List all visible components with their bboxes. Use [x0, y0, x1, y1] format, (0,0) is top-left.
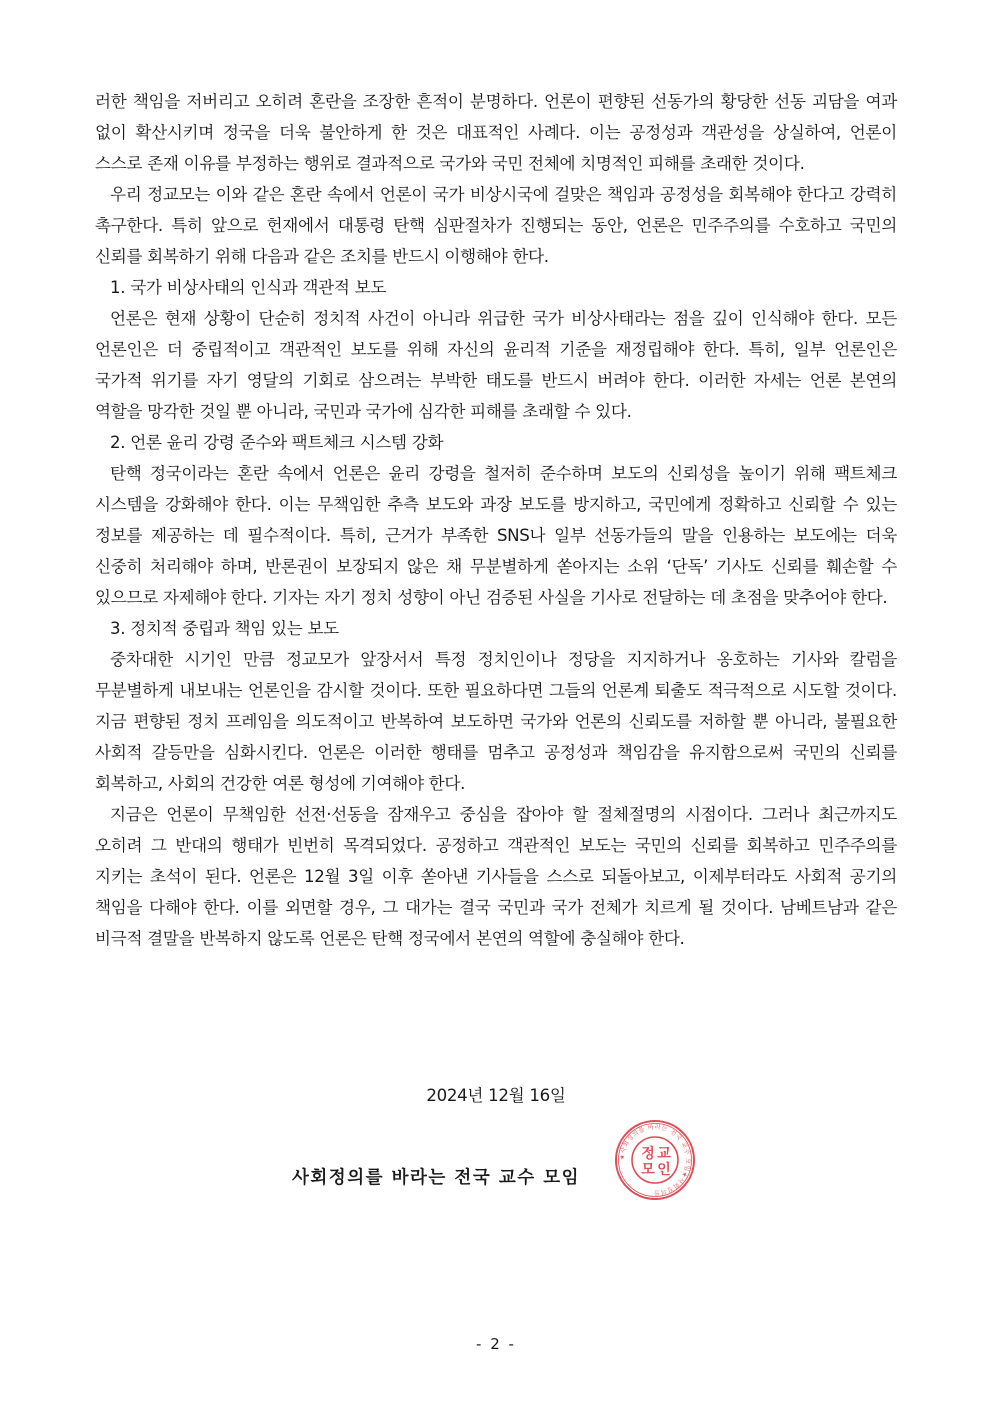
paragraph: 언론은 현재 상황이 단순히 정치적 사건이 아니라 위급한 국가 비상사태라는 점을 깊이 인식해야 한다. 모든 언론인은 더 중립적이고 객관적인 보도를 위해 자신의 윤리적 기준을 재정립해야 한다. 특히, 일부 언론인은 국가적 위기를 자기 영달의 기회로 삼으려는 부박한 태도를 반드시 버려야 한다. 이러한 자세는 언론 본연의 역할을 망각한 것일 뿐 아니라, 국민과 국가에 심각한 피해를 초래할 수 있다. — [95, 309, 897, 421]
paragraph: 우리 정교모는 이와 같은 혼란 속에서 언론이 국가 비상시국에 걸맞은 책임과 공정성을 회복해야 한다고 강력히 촉구한다. 특히 앞으로 헌재에서 대통령 탄핵 심판절차가 진행되는 동안, 언론은 민주주의를 수호하고 국민의 신뢰를 회복하기 위해 다음과 같은 조치를 반드시 이행해야 한다. — [95, 185, 897, 266]
page-number: - 2 - — [476, 1335, 516, 1353]
paragraph: 러한 책임을 저버리고 오히려 혼란을 조장한 흔적이 분명하다. 언론이 편향된 선동가의 황당한 선동 괴담을 여과 없이 확산시키며 정국을 더욱 불안하게 한 것은 대표적인 사례다. 이는 공정성과 객관성을 상실하여, 언론이 스스로 존재 이유를 부정하는 행위로 결과적으로 국가와 국민 전체에 치명적인 피해를 초래한 것이다. — [95, 92, 897, 173]
svg-text:교: 교 — [657, 1146, 671, 1162]
official-seal-stamp — [614, 1119, 696, 1201]
section-heading: 1. 국가 비상사태의 인식과 객관적 보도 — [110, 278, 387, 297]
paragraph: 탄핵 정국이라는 혼란 속에서 언론은 윤리 강령을 철저히 준수하며 보도의 신뢰성을 높이기 위해 팩트체크 시스템을 강화해야 한다. 이는 무책임한 추측 보도와 과장 보도를 방지하고, 국민에게 정확하고 신뢰할 수 있는 정보를 제공하는 데 필수적이다. 특히, 근거가 부족한 SNS나 일부 선동가들의 말을 인용하는 보도에는 더욱 신중히 처리해야 하며, 반론권이 보장되지 않은 채 무분별하게 쏟아지는 소위 ‘단독’ 기사도 신뢰를 훼손할 수 있으므로 자제해야 한다. 기자는 자기 정치 성향이 아닌 검증된 사실을 기사로 전달하는 데 초점을 맞추어야 한다. — [95, 464, 897, 607]
svg-text:모: 모 — [641, 1162, 655, 1178]
document-body — [95, 86, 897, 954]
section-heading: 3. 정치적 중립과 책임 있는 보도 — [110, 619, 339, 638]
paragraph: 중차대한 시기인 만큼 정교모가 앞장서서 특정 정치인이나 정당을 지지하거나 옹호하는 기사와 칼럼을 무분별하게 내보내는 언론인을 감시할 것이다. 또한 필요하다면 그들의 언론계 퇴출도 적극적으로 시도할 것이다. 지금 편향된 정치 프레임을 의도적이고 반복하여 보도하면 국가와 언론의 신뢰도를 저하할 뿐 아니라, 불필요한 사회적 갈등만을 심화시킨다. 언론은 이러한 행태를 멈추고 공정성과 책임감을 유지함으로써 국민의 신뢰를 회복하고, 사회의 건강한 여론 형성에 기여해야 한다. — [95, 650, 897, 793]
paragraph: 지금은 언론이 무책임한 선전·선동을 잠재우고 중심을 잡아야 할 절체절명의 시점이다. 그러나 최근까지도 오히려 그 반대의 행태가 빈번히 목격되었다. 공정하고 객관적인 보도는 국민의 신뢰를 회복하고 민주주의를 지키는 초석이 된다. 언론은 12월 3일 이후 쏟아낸 기사들을 스스로 되돌아보고, 이제부터라도 사회적 공기의 책임을 다해야 한다. 이를 외면할 경우, 그 대가는 결국 국민과 국가 전체가 치르게 될 것이다. 남베트남과 같은 비극적 결말을 반복하지 않도록 언론은 탄핵 정국에서 본연의 역할에 충실해야 한다. — [95, 805, 897, 948]
signature-organization: 사회정의를 바라는 전국 교수 모임 — [292, 1168, 581, 1188]
document-date: 2024년 12월 16일 — [426, 1086, 566, 1105]
svg-text:★사회정의를 바라는 전국 교수 모임★사회정의를: ★사회정의를 바라는 전국 교수 모임★사회정의를 — [618, 1123, 692, 1197]
svg-text:정: 정 — [641, 1146, 655, 1162]
section-heading: 2. 언론 윤리 강령 준수와 팩트체크 시스템 강화 — [110, 433, 444, 452]
svg-text:인: 인 — [657, 1162, 671, 1178]
